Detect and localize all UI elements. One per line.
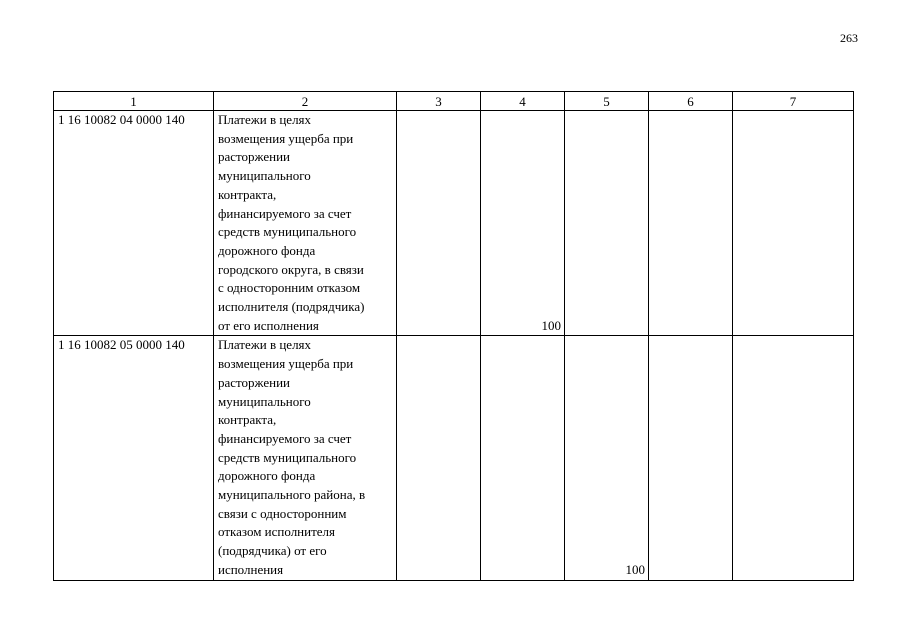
budget-table [53, 91, 854, 581]
row-name-line: отказом исполнителя [218, 524, 336, 540]
row-name [214, 111, 397, 336]
row-name-line: городского округа, в связи [218, 261, 364, 277]
row-name-line: средств муниципального [218, 449, 357, 465]
row-col-6 [649, 336, 733, 580]
row-name-line: муниципального [218, 168, 311, 184]
table-row [54, 336, 854, 580]
row-col-3 [397, 336, 481, 580]
row-name-line: исполнения [218, 561, 284, 577]
row-code: 1 16 10082 05 0000 140 [54, 336, 214, 580]
column-header-1: 1 [54, 92, 214, 111]
row-name-line: связи с односторонним [218, 505, 347, 521]
column-header-5: 5 [565, 92, 649, 111]
page-number: 263 [840, 31, 858, 45]
header-row [54, 92, 854, 111]
row-col-7 [733, 336, 854, 580]
row-name-line: дорожного фонда [218, 468, 316, 484]
row-name-line: расторжении [218, 374, 291, 390]
row-name-line: Платежи в целях [218, 337, 312, 353]
row-name-line: контракта, [218, 412, 277, 428]
column-header-6: 6 [649, 92, 733, 111]
row-code: 1 16 10082 04 0000 140 [54, 111, 214, 336]
column-header-4: 4 [481, 92, 565, 111]
row-name-line: расторжении [218, 149, 291, 165]
row-name-line: возмещения ущерба при [218, 356, 354, 372]
row-name-line: исполнителя (подрядчика) [218, 299, 365, 315]
column-header-2: 2 [214, 92, 397, 111]
row-name-line: дорожного фонда [218, 242, 316, 258]
row-name-line: возмещения ущерба при [218, 130, 354, 146]
row-col-3 [397, 111, 481, 336]
row-col-6 [649, 111, 733, 336]
row-name-line: муниципального района, в [218, 487, 366, 503]
table-row [54, 111, 854, 336]
row-name-line: Платежи в целях [218, 112, 312, 127]
row-col-5 [565, 111, 649, 336]
row-name-line: финансируемого за счет [218, 430, 352, 446]
row-name-line: (подрядчика) от его [218, 543, 327, 559]
column-header-7: 7 [733, 92, 854, 111]
row-col-5: 100 [565, 336, 649, 580]
row-name [214, 336, 397, 580]
column-header-3: 3 [397, 92, 481, 111]
row-name-line: с односторонним отказом [218, 280, 361, 296]
row-name-line: муниципального [218, 393, 311, 409]
row-col-7 [733, 111, 854, 336]
row-col-4: 100 [481, 111, 565, 336]
row-col-4 [481, 336, 565, 580]
row-name-line: контракта, [218, 186, 277, 202]
row-name-line: от его исполнения [218, 317, 319, 333]
row-name-line: средств муниципального [218, 224, 357, 240]
row-name-line: финансируемого за счет [218, 205, 352, 221]
